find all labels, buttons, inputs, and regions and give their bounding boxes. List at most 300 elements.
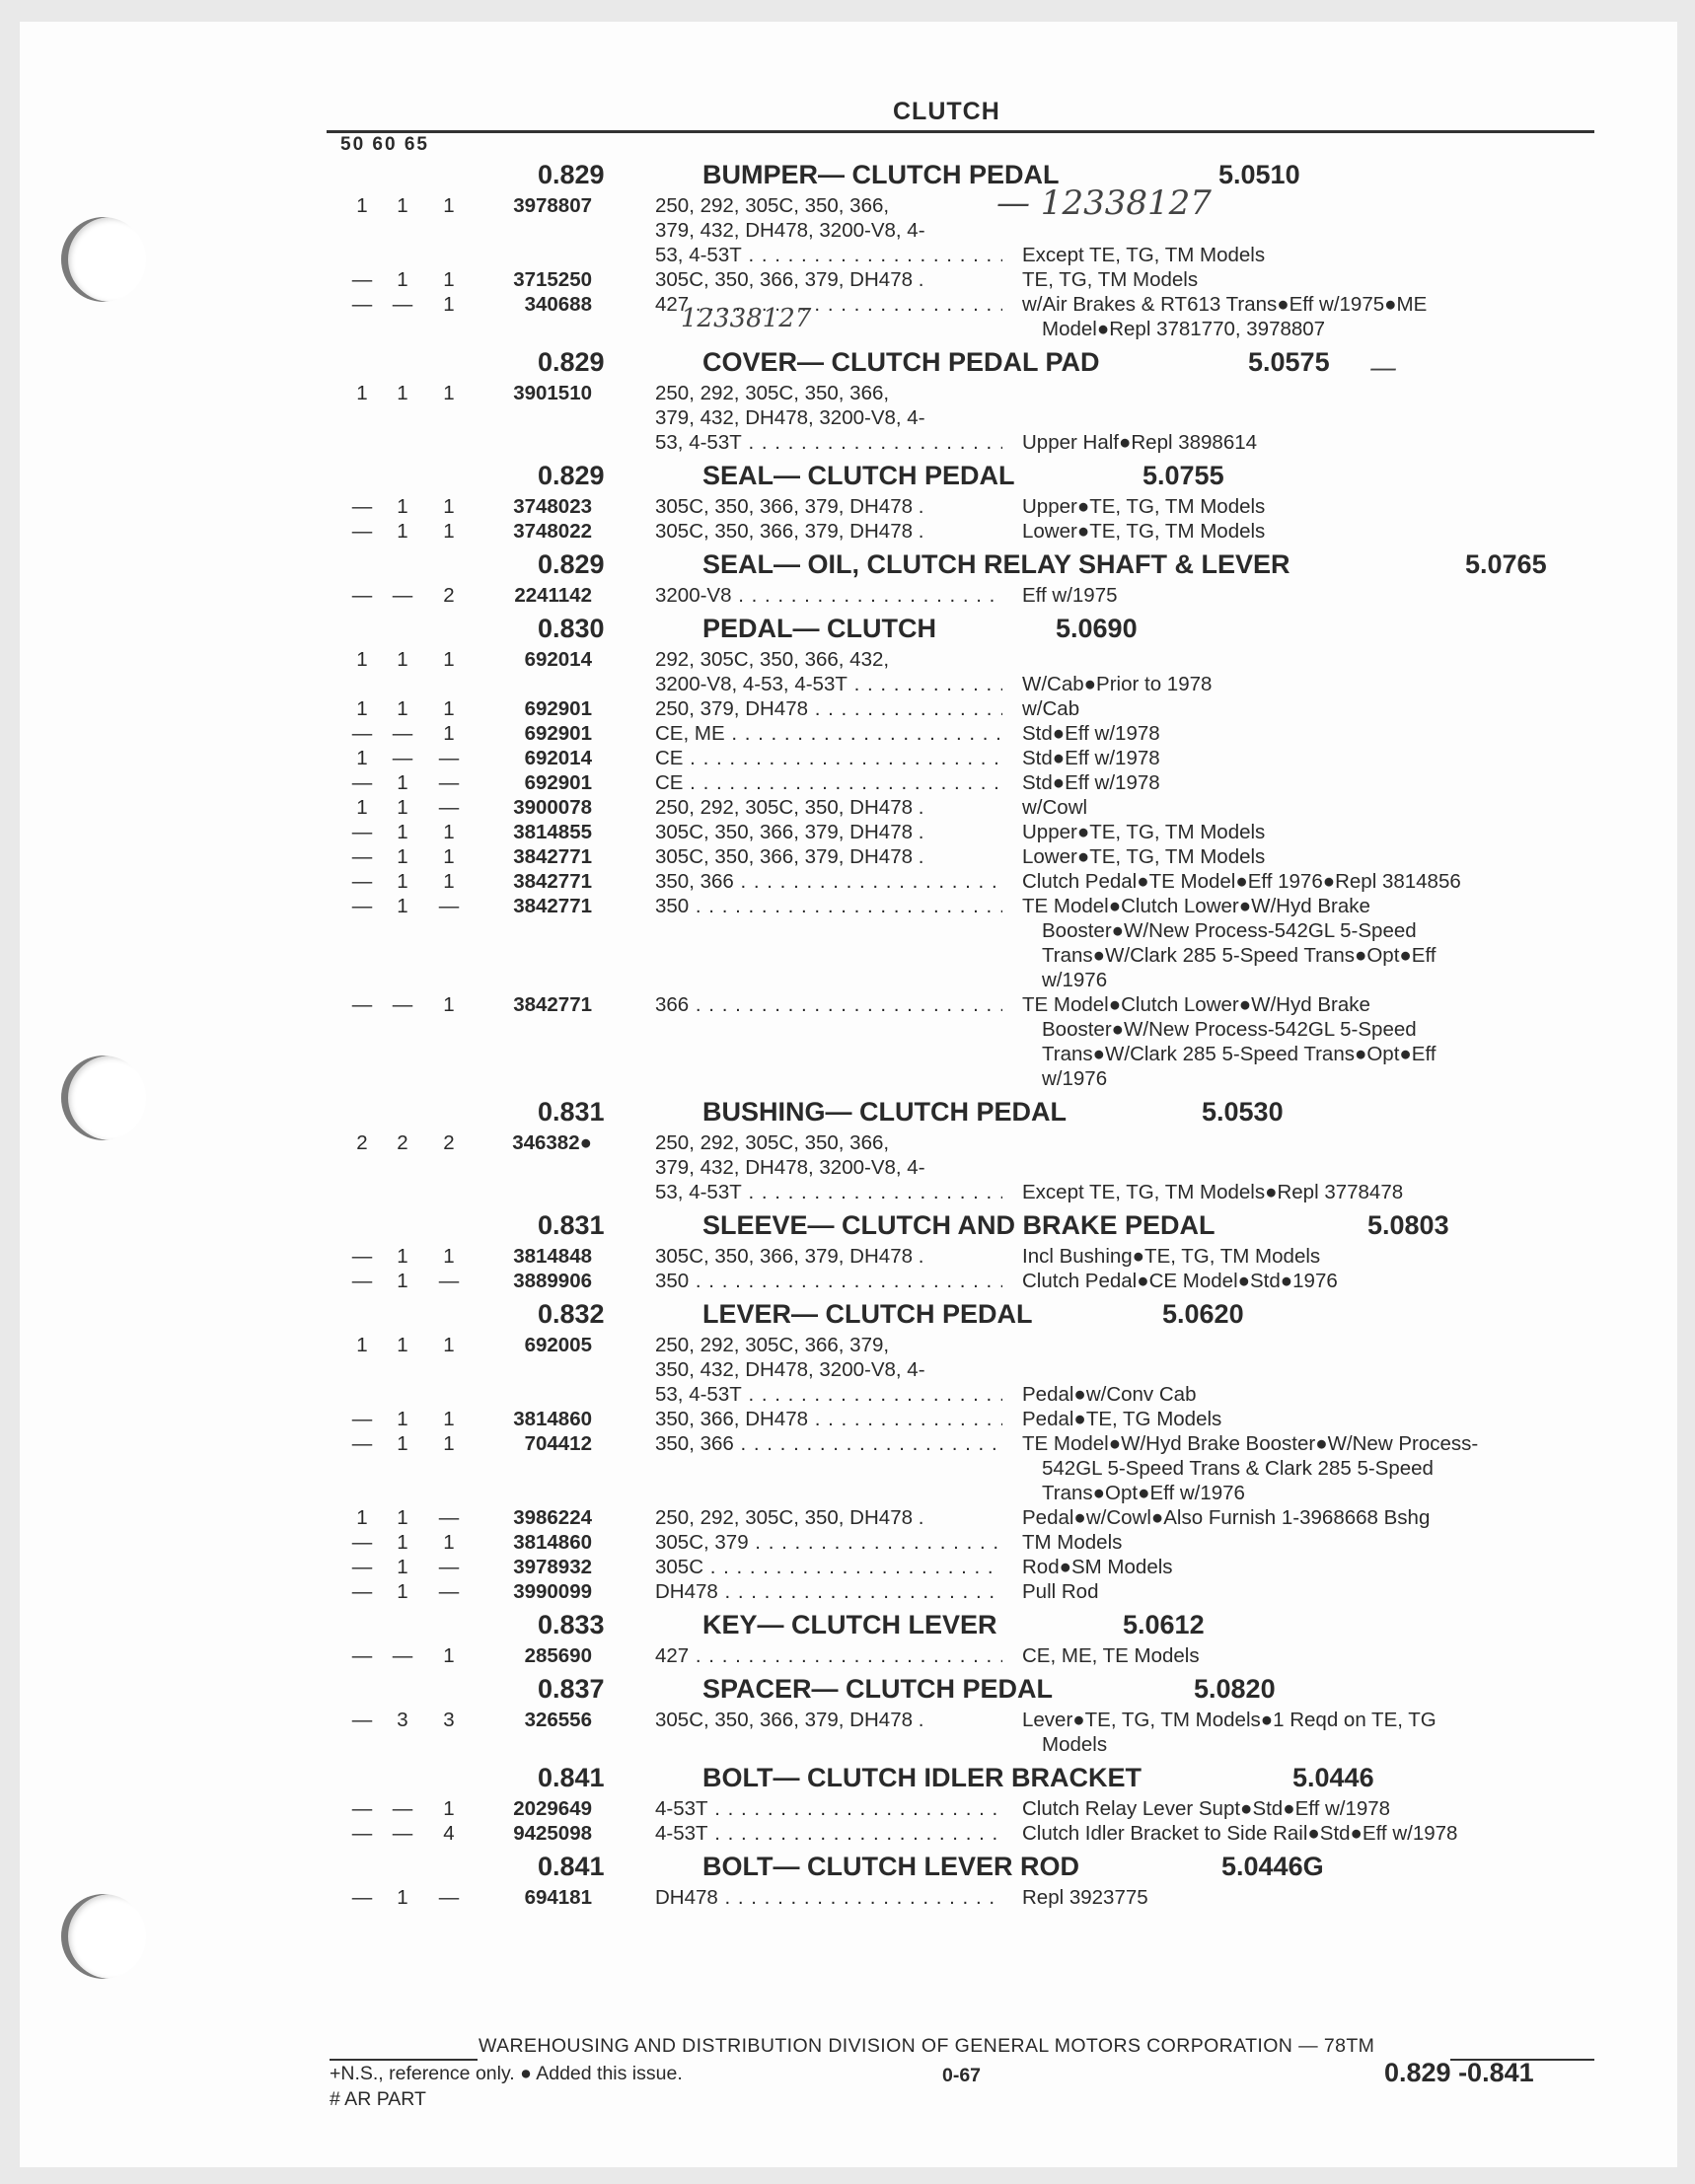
part-notes — [1022, 1530, 1614, 1555]
quantity-cell: — — [438, 1270, 460, 1292]
section-header — [0, 1668, 1695, 1708]
part-notes — [1022, 1579, 1614, 1604]
quantity-cell: — — [438, 1886, 460, 1909]
quantity-cell: — — [392, 1797, 413, 1820]
part-number: 3748022 — [513, 520, 592, 543]
note-line — [1022, 1357, 1614, 1382]
quantity-cell: — — [351, 722, 373, 745]
quantity-cell: 1 — [397, 1556, 408, 1578]
note-line: Eff w/1975 — [1022, 584, 1118, 607]
quantity-cell: 1 — [356, 194, 368, 217]
group-number: 0.829 — [538, 347, 605, 377]
model-list — [655, 869, 1002, 894]
model-line: 53, 4-53T . . . — [655, 1382, 1002, 1407]
part-number: 340688 — [524, 293, 592, 316]
section-code: 5.0446G — [1221, 1852, 1324, 1881]
model-list — [655, 647, 1002, 696]
quantity-cell: 1 — [397, 194, 408, 217]
model-line: 250, 292, 305C, 350, 366, — [655, 382, 890, 404]
part-number: 704412 — [524, 1432, 592, 1455]
quantity-cell: 1 — [443, 722, 455, 745]
model-list — [655, 1130, 1002, 1204]
part-number: 692901 — [524, 722, 592, 745]
model-list — [655, 267, 1002, 292]
quantity-cell: 1 — [443, 293, 455, 316]
model-list — [655, 583, 1002, 608]
part-notes — [1022, 1555, 1614, 1579]
quantity-cell: 1 — [397, 771, 408, 794]
part-row — [0, 292, 1695, 341]
model-line: 4-53T . . . — [655, 1796, 1002, 1821]
section-header — [0, 1846, 1695, 1885]
quantity-cell: — — [438, 1556, 460, 1578]
note-line: w/Air Brakes & RT613 Trans●Eff w/1975●ME — [1022, 293, 1428, 316]
model-line: 350 . . . — [655, 1269, 1002, 1293]
model-list — [655, 494, 1002, 519]
model-list — [655, 746, 1002, 770]
section-title: SLEEVE— CLUTCH AND BRAKE PEDAL — [702, 1210, 1216, 1240]
section-code: 5.0575 — [1248, 347, 1330, 377]
note-line: TM Models — [1022, 1531, 1123, 1554]
part-number: 3814860 — [513, 1531, 592, 1554]
model-line: 305C, 350, 366, 379, DH478 . — [655, 268, 924, 291]
page-number: 0-67 — [942, 2065, 982, 2086]
quantity-cell: 1 — [443, 870, 455, 893]
part-number: 3842771 — [513, 993, 592, 1016]
quantity-cell: 1 — [397, 268, 408, 291]
section-code: 5.0620 — [1162, 1299, 1244, 1329]
model-list — [655, 1796, 1002, 1821]
model-line: 3200-V8, 4-53, 4-53T . . . — [655, 672, 1002, 696]
quantity-cell: — — [351, 1886, 373, 1909]
model-line: 350, 366 . . . — [655, 1431, 1002, 1456]
part-row — [0, 1579, 1695, 1604]
part-row — [0, 1407, 1695, 1431]
part-row — [0, 267, 1695, 292]
group-number: 0.841 — [538, 1852, 605, 1881]
group-number: 0.837 — [538, 1674, 605, 1704]
section-title: KEY— CLUTCH LEVER — [702, 1610, 997, 1639]
note-line: Pedal●w/Conv Cab — [1022, 1383, 1197, 1406]
handwritten-note: 12338127 — [681, 304, 812, 333]
quantity-cell: 1 — [443, 1408, 455, 1430]
group-number: 0.829 — [538, 549, 605, 579]
part-notes — [1022, 1505, 1614, 1530]
quantity-cell: 1 — [397, 1245, 408, 1268]
part-number: 2241142 — [514, 584, 592, 607]
part-notes — [1022, 721, 1614, 746]
quantity-cell: 1 — [397, 495, 408, 518]
model-line: DH478 . . . — [655, 1885, 1002, 1910]
note-line: TE Model●Clutch Lower●W/Hyd Brake — [1022, 993, 1370, 1016]
part-number: 3814860 — [513, 1408, 592, 1430]
quantity-cell: 1 — [443, 697, 455, 720]
model-line: 427 . . . — [655, 292, 1002, 317]
part-row — [0, 193, 1695, 267]
section-code: 5.0446 — [1292, 1763, 1374, 1792]
part-notes — [1022, 1643, 1614, 1668]
parts-section — [0, 455, 1695, 544]
parts-section — [0, 1604, 1695, 1668]
quantity-cell: — — [438, 796, 460, 819]
quantity-cell: — — [351, 870, 373, 893]
quantity-cell: — — [438, 895, 460, 917]
part-notes — [1022, 1333, 1614, 1407]
quantity-cell: 1 — [356, 382, 368, 404]
section-header — [0, 1091, 1695, 1130]
note-line — [1022, 1130, 1614, 1155]
section-code: 5.0612 — [1123, 1610, 1205, 1639]
footer-publisher: WAREHOUSING AND DISTRIBUTION DIVISION OF GENERAL MOTORS CORPORATION — 78TM — [479, 2035, 1375, 2057]
note-line — [1022, 1333, 1614, 1357]
model-list — [655, 1579, 1002, 1604]
section-code: 5.0755 — [1142, 461, 1224, 490]
section-header — [0, 544, 1695, 583]
quantity-cell: 1 — [397, 1334, 408, 1356]
parts-list — [0, 154, 1695, 1910]
group-number: 0.841 — [538, 1763, 605, 1792]
part-row — [0, 1431, 1695, 1505]
note-line: Pull Rod — [1022, 1580, 1099, 1603]
part-row — [0, 795, 1695, 820]
quantity-cell: 1 — [443, 1531, 455, 1554]
quantity-cell: 1 — [397, 1886, 408, 1909]
quantity-cell: — — [351, 520, 373, 543]
note-line: Model●Repl 3781770, 3978807 — [1042, 318, 1326, 340]
section-header — [0, 1604, 1695, 1643]
parts-section — [0, 154, 1695, 341]
parts-section — [0, 608, 1695, 1091]
model-line: 250, 379, DH478 . . . — [655, 696, 1002, 721]
model-line: 350, 432, DH478, 3200-V8, 4- — [655, 1358, 925, 1381]
part-notes — [1022, 992, 1614, 1091]
note-line: W/Cab●Prior to 1978 — [1022, 673, 1213, 695]
model-list — [655, 696, 1002, 721]
part-row — [0, 494, 1695, 519]
part-notes — [1022, 494, 1614, 519]
model-line: 350, 366, DH478 . . . — [655, 1407, 1002, 1431]
quantity-cell: — — [351, 1644, 373, 1667]
part-notes — [1022, 1885, 1614, 1910]
quantity-cell: — — [392, 747, 413, 769]
part-notes — [1022, 381, 1614, 455]
model-list — [655, 1530, 1002, 1555]
model-line: 305C, 350, 366, 379, DH478 . — [655, 845, 924, 868]
model-line: 4-53T . . . — [655, 1821, 1002, 1846]
quantity-cell: 1 — [397, 1531, 408, 1554]
part-notes — [1022, 1431, 1614, 1505]
quantity-cell: 1 — [397, 382, 408, 404]
part-row — [0, 696, 1695, 721]
model-line: 305C, 350, 366, 379, DH478 . — [655, 821, 924, 843]
model-list — [655, 721, 1002, 746]
note-line — [1022, 405, 1614, 430]
part-row — [0, 721, 1695, 746]
part-notes — [1022, 795, 1614, 820]
note-line: Lower●TE, TG, TM Models — [1022, 520, 1266, 543]
note-line: Repl 3923775 — [1022, 1886, 1148, 1909]
part-number: 285690 — [524, 1644, 592, 1667]
note-line: Clutch Idler Bracket to Side Rail●Std●Eff w/1978 — [1022, 1822, 1458, 1845]
model-list — [655, 820, 1002, 844]
group-number: 0.829 — [538, 160, 605, 189]
section-header — [0, 341, 1695, 381]
quantity-cell: — — [351, 845, 373, 868]
page-title: CLUTCH — [893, 98, 1000, 125]
model-line: 250, 292, 305C, 366, 379, — [655, 1334, 890, 1356]
parts-section — [0, 1204, 1695, 1293]
model-list — [655, 844, 1002, 869]
quantity-cell: — — [392, 584, 413, 607]
quantity-cell: 1 — [397, 1580, 408, 1603]
group-number: 0.831 — [538, 1097, 605, 1127]
note-line — [1022, 381, 1614, 405]
quantity-cell: 1 — [397, 796, 408, 819]
part-number: 326556 — [524, 1709, 592, 1731]
part-number: 3748023 — [513, 495, 592, 518]
model-line: 379, 432, DH478, 3200-V8, 4- — [655, 1156, 925, 1179]
parts-section — [0, 1757, 1695, 1846]
handwritten-mark: — — [1369, 351, 1397, 384]
quantity-cell: — — [438, 747, 460, 769]
note-line: Std●Eff w/1978 — [1022, 771, 1160, 794]
model-list — [655, 1555, 1002, 1579]
model-line: 305C, 350, 366, 379, DH478 . — [655, 1245, 924, 1268]
quantity-cell: — — [351, 1556, 373, 1578]
model-line: 292, 305C, 350, 366, 432, — [655, 648, 890, 671]
quantity-cell: 1 — [397, 870, 408, 893]
quantity-cell: — — [392, 722, 413, 745]
section-header — [0, 608, 1695, 647]
note-line: Incl Bushing●TE, TG, TM Models — [1022, 1245, 1321, 1268]
part-row — [0, 820, 1695, 844]
section-title: SEAL— OIL, CLUTCH RELAY SHAFT & LEVER — [702, 549, 1290, 579]
part-number: 3978807 — [513, 194, 592, 217]
model-line: 350 . . . — [655, 894, 1002, 918]
footer-legend: # AR PART — [330, 2088, 426, 2110]
note-line: Lever●TE, TG, TM Models●1 Reqd on TE, TG — [1022, 1709, 1437, 1731]
footer-rule — [330, 2059, 478, 2061]
part-number: 3889906 — [513, 1270, 592, 1292]
part-notes — [1022, 869, 1614, 894]
model-list — [655, 1407, 1002, 1431]
part-row — [0, 1885, 1695, 1910]
section-title: COVER— CLUTCH PEDAL PAD — [702, 347, 1100, 377]
quantity-cell: — — [351, 1709, 373, 1731]
part-notes — [1022, 583, 1614, 608]
note-line: CE, ME, TE Models — [1022, 1644, 1200, 1667]
part-row — [0, 844, 1695, 869]
model-list — [655, 770, 1002, 795]
note-line: Upper●TE, TG, TM Models — [1022, 495, 1266, 518]
section-header — [0, 1293, 1695, 1333]
model-line: 3200-V8 . . . — [655, 583, 1002, 608]
quantity-cell: 1 — [443, 845, 455, 868]
model-list — [655, 1708, 1002, 1732]
quantity-cell: — — [351, 895, 373, 917]
quantity-cell: 1 — [356, 747, 368, 769]
section-title: PEDAL— CLUTCH — [702, 614, 936, 643]
group-number: 0.831 — [538, 1210, 605, 1240]
section-code: 5.0820 — [1194, 1674, 1276, 1704]
model-line: 53, 4-53T . . . — [655, 243, 1002, 267]
quantity-cell: 1 — [356, 648, 368, 671]
part-row — [0, 381, 1695, 455]
footer-legend: +N.S., reference only. ● Added this issue. — [330, 2063, 683, 2084]
part-row — [0, 894, 1695, 992]
quantity-cell: 1 — [443, 194, 455, 217]
note-line: w/1976 — [1042, 1067, 1108, 1090]
part-row — [0, 583, 1695, 608]
model-list — [655, 519, 1002, 544]
quantity-cell: 1 — [443, 382, 455, 404]
quantity-cell: 1 — [443, 1334, 455, 1356]
note-line: Pedal●TE, TG Models — [1022, 1408, 1222, 1430]
quantity-cell: — — [392, 1822, 413, 1845]
quantity-cell: 2 — [397, 1131, 408, 1154]
section-code: 5.0765 — [1465, 549, 1547, 579]
quantity-cell: 1 — [397, 845, 408, 868]
model-line: 250, 292, 305C, 350, DH478 . — [655, 796, 924, 819]
section-header — [0, 1204, 1695, 1244]
note-line: Except TE, TG, TM Models — [1022, 244, 1266, 266]
quantity-cell: 2 — [356, 1131, 368, 1154]
part-notes — [1022, 1130, 1614, 1204]
quantity-cell: 2 — [443, 1131, 455, 1154]
part-notes — [1022, 820, 1614, 844]
quantity-cell: — — [351, 1797, 373, 1820]
model-line: DH478 . . . — [655, 1579, 1002, 1604]
parts-section — [0, 1091, 1695, 1204]
model-list — [655, 795, 1002, 820]
note-line: Clutch Pedal●TE Model●Eff 1976●Repl 3814856 — [1022, 870, 1461, 893]
section-header — [0, 1757, 1695, 1796]
part-number: 692901 — [524, 771, 592, 794]
part-row — [0, 647, 1695, 696]
part-notes — [1022, 746, 1614, 770]
model-line: 305C, 379 . . . — [655, 1530, 1002, 1555]
quantity-cell: 1 — [443, 1797, 455, 1820]
group-number: 0.829 — [538, 461, 605, 490]
quantity-cell: 1 — [443, 268, 455, 291]
part-number: 3901510 — [513, 382, 592, 404]
section-title: BOLT— CLUTCH IDLER BRACKET — [702, 1763, 1142, 1792]
quantity-cell: — — [438, 771, 460, 794]
quantity-cell: — — [392, 1644, 413, 1667]
part-number: 692901 — [524, 697, 592, 720]
note-line: Booster●W/New Process-542GL 5-Speed — [1042, 919, 1417, 942]
quantity-cell: 1 — [397, 821, 408, 843]
model-line: 379, 432, DH478, 3200-V8, 4- — [655, 406, 925, 429]
quantity-cell: 1 — [397, 1408, 408, 1430]
group-range: 0.829 -0.841 — [1384, 2058, 1534, 2087]
section-title: BUMPER— CLUTCH PEDAL — [702, 160, 1060, 189]
part-notes — [1022, 292, 1614, 341]
part-row — [0, 1530, 1695, 1555]
part-number: 3842771 — [513, 895, 592, 917]
model-list — [655, 1885, 1002, 1910]
note-line: Clutch Pedal●CE Model●Std●1976 — [1022, 1270, 1338, 1292]
model-line: 250, 292, 305C, 350, DH478 . — [655, 1506, 924, 1529]
part-notes — [1022, 1269, 1614, 1293]
part-row — [0, 992, 1695, 1091]
quantity-cell: 1 — [397, 520, 408, 543]
quantity-cell: — — [438, 1506, 460, 1529]
model-list — [655, 1505, 1002, 1530]
quantity-cell: 1 — [356, 697, 368, 720]
section-title: BUSHING— CLUTCH PEDAL — [702, 1097, 1067, 1127]
quantity-cell: — — [392, 293, 413, 316]
note-line: 542GL 5-Speed Trans & Clark 285 5-Speed — [1042, 1457, 1434, 1480]
quantity-cell: 1 — [397, 648, 408, 671]
part-row — [0, 1643, 1695, 1668]
note-line: w/Cab — [1022, 697, 1080, 720]
quantity-cell: 1 — [356, 1334, 368, 1356]
parts-section — [0, 544, 1695, 608]
header-rule — [327, 130, 1594, 133]
part-number: 3900078 — [513, 796, 592, 819]
part-number: 692005 — [524, 1334, 592, 1356]
model-line: 427 . . . — [655, 1643, 1002, 1668]
quantity-cell: 1 — [397, 1506, 408, 1529]
quantity-cell: 1 — [443, 648, 455, 671]
quantity-cell: 1 — [443, 1245, 455, 1268]
note-line: Booster●W/New Process-542GL 5-Speed — [1042, 1018, 1417, 1041]
quantity-cell: 1 — [443, 821, 455, 843]
section-title: SPACER— CLUTCH PEDAL — [702, 1674, 1054, 1704]
part-row — [0, 1333, 1695, 1407]
note-line — [1022, 647, 1614, 672]
part-notes — [1022, 844, 1614, 869]
model-list — [655, 894, 1002, 918]
quantity-cell: — — [351, 495, 373, 518]
part-row — [0, 1269, 1695, 1293]
note-line: Clutch Relay Lever Supt●Std●Eff w/1978 — [1022, 1797, 1391, 1820]
handwritten-note: — 12338127 — [996, 183, 1212, 223]
group-number: 0.830 — [538, 614, 605, 643]
quantity-cell: 1 — [443, 1432, 455, 1455]
quantity-cell: — — [351, 1408, 373, 1430]
part-notes — [1022, 1244, 1614, 1269]
note-line: Std●Eff w/1978 — [1022, 747, 1160, 769]
part-number: 3715250 — [513, 268, 592, 291]
model-line: 250, 292, 305C, 350, 366, — [655, 1131, 890, 1154]
part-number: 694181 — [524, 1886, 592, 1909]
note-line: TE, TG, TM Models — [1022, 268, 1199, 291]
quantity-cell: 4 — [443, 1822, 455, 1845]
model-line: CE . . . — [655, 770, 1002, 795]
model-line: CE . . . — [655, 746, 1002, 770]
part-number: 3814855 — [513, 821, 592, 843]
quantity-cell: 1 — [443, 520, 455, 543]
quantity-cell: — — [351, 1531, 373, 1554]
quantity-cell: 2 — [443, 584, 455, 607]
model-list — [655, 1821, 1002, 1846]
note-line: Lower●TE, TG, TM Models — [1022, 845, 1266, 868]
parts-section — [0, 1668, 1695, 1757]
parts-section — [0, 1293, 1695, 1604]
quantity-cell: 1 — [443, 1644, 455, 1667]
model-line: 305C, 350, 366, 379, DH478 . — [655, 495, 924, 518]
note-line: Trans●W/Clark 285 5-Speed Trans●Opt●Eff — [1042, 1043, 1437, 1065]
part-notes — [1022, 267, 1614, 292]
note-line: Rod●SM Models — [1022, 1556, 1173, 1578]
model-line: 305C . . . — [655, 1555, 1002, 1579]
group-number: 0.833 — [538, 1610, 605, 1639]
note-line: Models — [1042, 1733, 1108, 1756]
model-list — [655, 1431, 1002, 1456]
note-line: Trans●Opt●Eff w/1976 — [1042, 1482, 1245, 1504]
